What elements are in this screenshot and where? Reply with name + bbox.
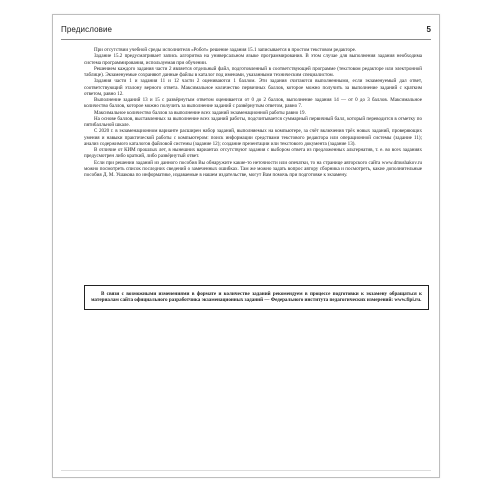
paragraph: На основе баллов, выставленных за выполнение всех заданий работы, подсчитывается суммарный первичный балл, который переводится в отметку по пятибалльной шкале. [84,115,422,128]
page-number: 5 [426,24,431,34]
document-page [52,14,440,478]
body-text [84,47,422,178]
page-header [61,19,431,40]
notice-box: В связи с возможными изменениями в формате и количестве заданий рекомендуем в процессе подготовки к экзамену обращаться к материалам сайта официального разработчика экзаменационных заданий — Федерального института педагогических измерений: www.fipi.ru. [84,285,429,310]
paragraph: При отсутствии учебной среды исполнителя «Робот» решение задания 15.1 записывается в простом текстовом редакторе. [94,47,357,53]
paragraph: Выполнение заданий 13 и 15 с развёрнутым ответом оценивается от 0 до 2 баллов, выполнение задания 14 — от 0 до 3 баллов. Максимальное количество баллов, которое можно получить за выполнение заданий с развёрнутым ответом, равно 7. [84,97,422,110]
section-title: Предисловие [61,24,113,34]
paragraph: Максимальное количество баллов за выполнение всех заданий экзаменационной работы равно 19. [94,109,306,116]
paragraph: Решением каждого задания части 2 является отдельный файл, подготовленный в соответствующей программе (текстовом редакторе или электронной таблице). Экзаменуемые сохраняют данные файлы в каталог под именами, указанными техническим специалистом. [84,65,422,78]
paragraph: Задания части 1 и задания 11 и 12 части 2 оцениваются 1 баллом. Эти задания считаются выполненными, если экзаменуемый дал ответ, соответствующий эталону верного ответа. Максимальное количество первичных баллов, которое можно получить за выполнение заданий с кратким ответом, равно 12. [84,78,422,97]
paragraph: Задание 15.2 предусматривает запись алгоритма на универсальном языке программирования. В этом случае для выполнения задания необходима система программирования, используемая при обучении. [84,53,422,66]
paragraph: С 2020 г. в экзаменационном варианте расширен набор заданий, выполняемых на компьютере, за счёт включения трёх новых заданий, проверяющих умения и навыки практической работы с компьютером: поиск информации средствами текстового редактора или операционной системы (задание 11); анализ содержимого каталогов файловой системы (задание 12); создание презентации или текстового документа (задание 13). [84,128,422,147]
paragraph: В отличие от КИМ прошлых лет, в нынешних вариантах отсутствуют задания с выбором ответа из предложенных альтернатив, т. е. во всех заданиях предусмотрен либо краткий, либо развёрнутый ответ. [84,147,422,160]
paragraph: Если при решении заданий из данного пособия Вы обнаружите какие-то неточности или опечатки, то на странице авторского сайта www.dmushakov.ru можно посмотреть список последних сведений о замеченных ошибках. Там же можно задать вопрос автору сборника и посмотреть, какие дополнительные пособия Д. М. Ушакова по информатике, издаваемые в нашем издательстве, могут Вам помочь при подготовке к экзамену. [84,159,422,178]
page-bottom-divider [61,470,431,471]
